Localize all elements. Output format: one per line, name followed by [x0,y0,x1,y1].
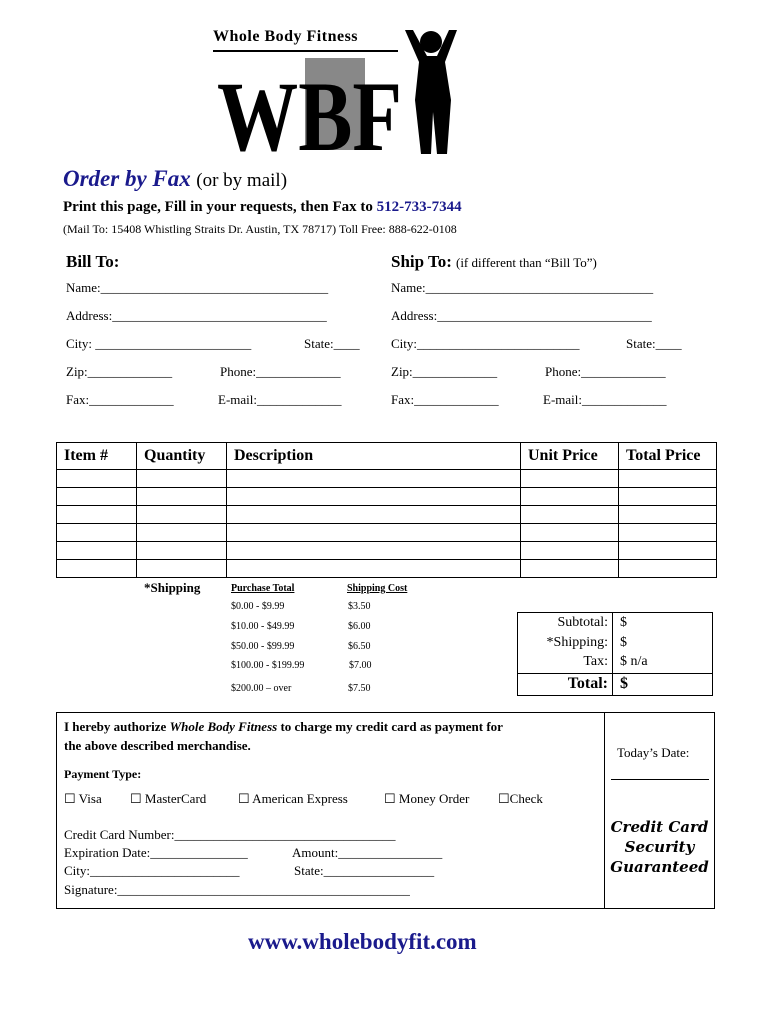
tax-label: Tax: [583,654,608,669]
logo-monogram [215,56,405,172]
tax-value: $ n/a [620,654,648,669]
logo-brand-line: Whole Body Fitness [213,28,359,45]
payment-city-field[interactable]: City:_______________________ [64,863,240,878]
title-sub: (or by mail) [196,170,288,191]
amount-field[interactable]: Amount:________________ [292,845,443,860]
ship-phone-field[interactable]: Phone:_____________ [545,364,666,379]
mastercard-checkbox[interactable]: ☐ MasterCard [130,791,207,806]
footer-url-link[interactable]: www.wholebodyfit.com [248,929,477,954]
table-row[interactable] [57,542,717,560]
security-line-1: Credit Card [610,818,709,836]
authorize-post: to charge my credit card as payment for [280,719,503,734]
instruction-text: Print this page, Fill in your requests, then Fax to [63,199,373,215]
ship-state-field[interactable]: State:____ [626,336,682,351]
ship-email-field[interactable]: E-mail:_____________ [543,392,667,407]
shipping-cost-0: $3.50 [348,601,371,612]
table-row[interactable] [57,506,717,524]
col-quantity: Quantity [137,443,227,470]
todays-date-label: Today’s Date: [617,745,690,760]
title-main: Order by Fax [63,166,191,191]
table-header-row [57,443,717,470]
shipping-col-purchase: Purchase Total [231,583,295,594]
subtotal-label: Subtotal: [557,615,608,630]
fax-instruction [63,199,462,216]
payment-state-field[interactable]: State:_________________ [294,863,435,878]
bill-fax-field[interactable]: Fax:_____________ [66,392,174,407]
authorize-company: Whole Body Fitness [169,719,278,734]
mail-line: (Mail To: 15408 Whistling Straits Dr. Austin, TX 78717) Toll Free: 888-622-0108 [63,222,457,236]
ship-name-field[interactable]: Name:___________________________________ [391,280,654,295]
ship-zip-field[interactable]: Zip:_____________ [391,364,498,379]
ship-address-field[interactable]: Address:_________________________________ [391,308,652,323]
expiration-field[interactable]: Expiration Date:_______________ [64,845,248,860]
security-line-2: Security [624,838,695,856]
col-description: Description [227,443,521,470]
shipping-cost-4: $7.50 [348,683,371,694]
signature-field[interactable]: Signature:_____________________________________________ [64,882,410,897]
ship-city-field[interactable]: City:_________________________ [391,336,580,351]
security-line-3: Guaranteed [610,858,709,876]
table-row[interactable] [57,560,717,578]
shipping-total-label: *Shipping: [546,635,608,650]
shipping-range-0: $0.00 - $9.99 [231,601,285,612]
shipping-col-cost: Shipping Cost [347,583,408,594]
bill-to-heading: Bill To: [66,252,120,271]
svg-text:WBF: WBF [217,61,402,172]
shipping-cost-2: $6.50 [348,641,371,652]
table-row[interactable] [57,488,717,506]
shipping-range-2: $50.00 - $99.99 [231,641,295,652]
payment-divider [604,713,605,908]
subtotal-value[interactable]: $ [620,615,627,630]
bill-phone-field[interactable]: Phone:_____________ [220,364,341,379]
total-label: Total: [567,675,608,692]
bill-state-field[interactable]: State:____ [304,336,360,351]
bill-zip-field[interactable]: Zip:_____________ [66,364,173,379]
totals-box [517,612,713,696]
payment-box [56,712,715,909]
amex-checkbox[interactable]: ☐ American Express [238,791,348,806]
shipping-range-3: $100.00 - $199.99 [231,660,305,671]
authorize-line-1 [64,719,503,735]
bill-city-field[interactable]: City: ________________________ [66,336,252,351]
col-total-price: Total Price [619,443,717,470]
logo [205,22,460,172]
ship-to-title: Ship To: [391,252,452,271]
visa-checkbox[interactable]: ☐ Visa [64,791,102,806]
totals-divider [612,613,613,695]
ship-fax-field[interactable]: Fax:_____________ [391,392,499,407]
shipping-range-1: $10.00 - $49.99 [231,621,295,632]
shipping-cost-1: $6.00 [348,621,371,632]
shipping-total-value[interactable]: $ [620,635,627,650]
check-checkbox[interactable]: ☐Check [498,791,543,806]
authorize-line-2: the above described merchandise. [64,738,251,753]
shipping-label: *Shipping [144,580,201,595]
bill-email-field[interactable]: E-mail:_____________ [218,392,342,407]
table-row[interactable] [57,470,717,488]
money-order-checkbox[interactable]: ☐ Money Order [384,791,470,806]
payment-type-label: Payment Type: [64,767,142,781]
ship-to-heading [391,252,597,272]
ship-to-note: (if different than “Bill To”) [455,255,597,270]
card-number-field[interactable]: Credit Card Number:__________________________________ [64,827,396,842]
bill-name-field[interactable]: Name:___________________________________ [66,280,329,295]
bill-address-field[interactable]: Address:_________________________________ [66,308,327,323]
security-badge [605,817,714,877]
col-unit-price: Unit Price [521,443,619,470]
todays-date-line[interactable] [611,779,709,780]
shipping-range-4: $200.00 – over [231,683,292,694]
order-items-table [56,442,717,578]
authorize-pre: I hereby authorize [64,719,167,734]
total-value[interactable]: $ [620,675,628,692]
page-title [63,166,287,192]
totals-rule [518,673,712,674]
shipping-cost-3: $7.00 [349,660,372,671]
fax-number: 512-733-7344 [376,199,462,215]
table-row[interactable] [57,524,717,542]
col-item: Item # [57,443,137,470]
